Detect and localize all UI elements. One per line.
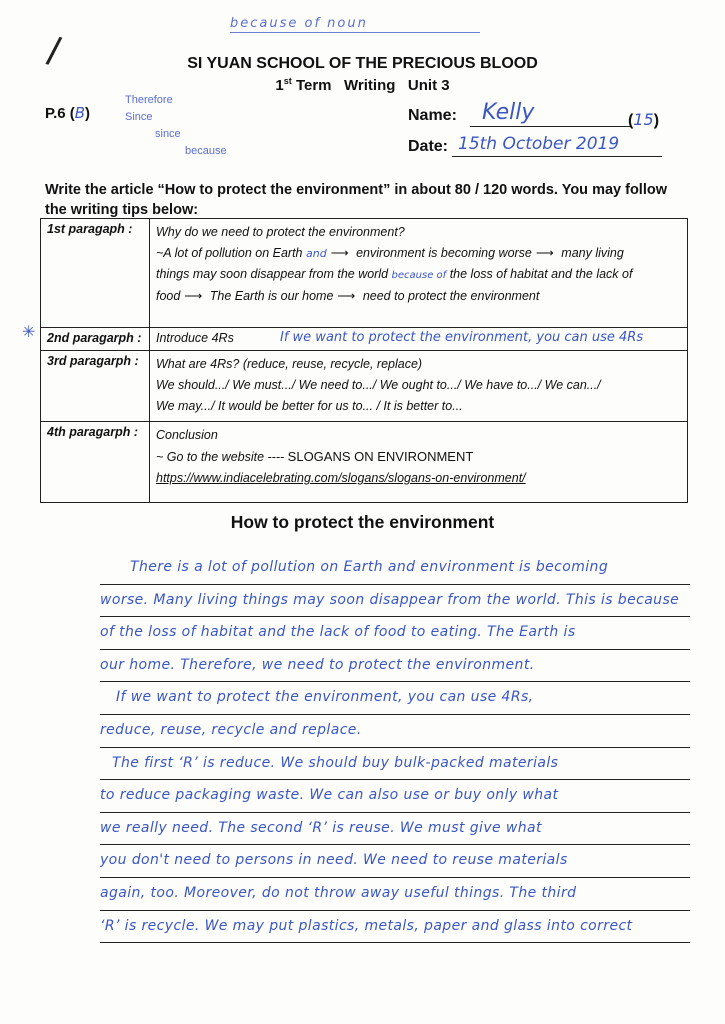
paragraph-1-label: 1st paragaph :: [41, 219, 150, 328]
class-prefix: P.6 (: [45, 105, 75, 122]
paragraph-1-tips: [150, 219, 688, 328]
tip-line: Why do we need to protect the environment?: [156, 225, 405, 239]
writing-tips-table: [40, 218, 688, 503]
conjunction-notes: [125, 92, 227, 160]
date-label: Date:: [408, 138, 449, 155]
star-icon: ✳: [22, 324, 36, 341]
paragraph-4-label: 4th paragarph :: [41, 422, 150, 503]
website-link[interactable]: https://www.indiacelebrating.com/slogans/slogans-on-environment/: [156, 471, 526, 485]
instructions: Write the article “How to protect the environment” in about 80 / 120 words. You may follow the writing tips below:: [45, 182, 667, 218]
class-suffix: ): [85, 105, 91, 122]
term-suffix: st: [283, 76, 292, 86]
conj-note: since: [155, 128, 181, 140]
tip-line: We may.../ It would be better for us to... / It is better to...: [156, 399, 463, 413]
arrow-right-icon: ⟶: [330, 246, 349, 260]
conj-note: Therefore: [125, 94, 173, 106]
tips-row-paragraph-4: [41, 422, 688, 503]
essay-line: reduce, reuse, recycle and replace.: [100, 715, 690, 748]
tip-text: ~ Go to the website ----: [156, 450, 285, 464]
top-handwritten-note: because of noun: [230, 16, 368, 31]
tip-text: need to protect the environment: [362, 289, 540, 303]
arrow-right-icon: ⟶: [535, 246, 554, 260]
school-name: SI YUAN SCHOOL OF THE PRECIOUS BLOOD: [187, 55, 538, 72]
conj-note: Since: [125, 111, 153, 123]
term-rest: Term Writing Unit 3: [295, 77, 450, 94]
number-close: ): [653, 112, 660, 129]
essay-line: If we want to protect the environment, you can use 4Rs,: [100, 682, 690, 715]
class-value: B: [74, 104, 86, 122]
number-value: 15: [633, 110, 654, 129]
tip-line: [156, 286, 681, 307]
essay-line: to reduce packaging waste. We can also use or buy only what: [100, 780, 690, 813]
conj-note: because: [185, 145, 227, 157]
paragraph-3-label: 3rd paragarph :: [41, 351, 150, 422]
tip-text: Introduce 4Rs: [156, 331, 234, 345]
essay-title: How to protect the environment: [230, 512, 495, 532]
tip-line: We should.../ We must.../ We need to.../ We ought to.../ We have to.../ We can.../: [156, 378, 601, 392]
hand-note: and: [306, 247, 327, 260]
tips-row-paragraph-3: [41, 351, 688, 422]
tip-text: the loss of habitat and the lack of: [449, 267, 633, 281]
tip-text: many living: [561, 246, 624, 260]
essay-body: [100, 552, 690, 943]
class-number: [628, 110, 659, 130]
check-mark-icon: /: [43, 29, 64, 75]
date-underline: [452, 156, 662, 157]
paragraph-3-tips: [150, 351, 688, 422]
paragraph-2-label: 2nd paragarph :: [41, 328, 150, 351]
slogan-text: SLOGANS ON ENVIRONMENT: [287, 449, 474, 464]
term-ordinal: 1: [275, 77, 284, 94]
hand-note: because of: [391, 270, 447, 281]
paragraph-4-tips: [150, 422, 688, 503]
essay-line: There is a lot of pollution on Earth and environment is becoming: [100, 552, 690, 585]
name-label: Name:: [408, 107, 457, 124]
essay-line: our home. Therefore, we need to protect the environment.: [100, 650, 690, 683]
essay-line: you don't need to persons in need. We need to reuse materials: [100, 845, 690, 878]
term-heading: [0, 76, 725, 94]
essay-line: The first ‘R’ is reduce. We should buy bulk-packed materials: [100, 748, 690, 781]
tip-line: [156, 446, 681, 468]
name-underline: [470, 126, 632, 127]
tip-line: What are 4Rs? (reduce, reuse, recycle, replace): [156, 357, 423, 371]
essay-line: again, too. Moreover, do not throw away useful things. The third: [100, 878, 690, 911]
essay-line: we really need. The second ‘R’ is reuse. We must give what: [100, 813, 690, 846]
tip-line: [156, 264, 681, 286]
paragraph-2-handwriting: If we want to protect the environment, you can use 4Rs: [280, 330, 644, 345]
arrow-right-icon: ⟶: [337, 289, 356, 303]
tip-line: Conclusion: [156, 428, 218, 442]
essay-line: ‘R’ is recycle. We may put plastics, metals, paper and glass into correct: [100, 911, 690, 944]
number-open: (: [628, 112, 634, 129]
tips-row-paragraph-1: [41, 219, 688, 328]
tip-text: ~A lot of pollution on Earth: [156, 246, 303, 260]
date-value: 15th October 2019: [458, 134, 620, 154]
arrow-right-icon: ⟶: [184, 289, 203, 303]
essay-line: worse. Many living things may soon disappear from the world. This is because: [100, 585, 690, 618]
tip-text: environment is becoming worse: [356, 246, 532, 260]
class-label: [45, 104, 90, 122]
essay-line: of the loss of habitat and the lack of food to eating. The Earth is: [100, 617, 690, 650]
top-note-underline: [230, 32, 480, 33]
tip-text: food: [156, 289, 181, 303]
name-value: Kelly: [482, 100, 535, 125]
tip-line: [156, 243, 681, 264]
tip-text: The Earth is our home: [209, 289, 334, 303]
tip-text: things may soon disappear from the world: [156, 267, 389, 281]
